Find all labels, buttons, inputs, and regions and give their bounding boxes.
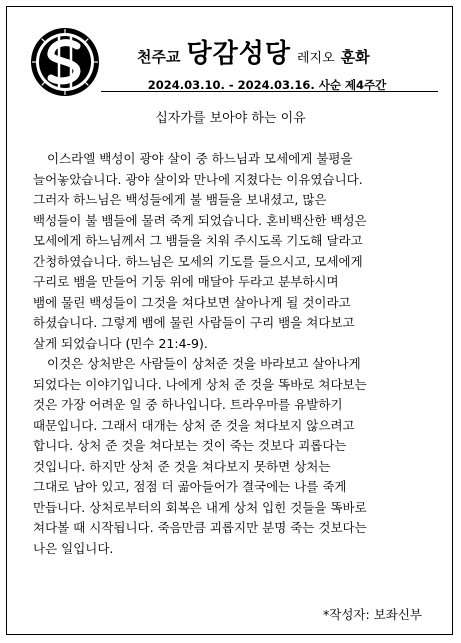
body-line: 그대로 남아 있고, 점점 더 곪아들어가 결국에는 나를 죽게 (33, 479, 347, 494)
title-prefix: 천주교 (137, 48, 181, 66)
body-line: 쳐다볼 때 시작됩니다. 죽음만큼 괴롭지만 분명 죽는 것보다는 (33, 520, 367, 535)
body-line: 때문입니다. 그래서 대개는 상처 준 것을 쳐다보지 않으려고 (33, 417, 355, 433)
document-title: 십자가를 보아야 하는 이유 (155, 111, 306, 126)
body-line: 나은 일입니다. (33, 540, 114, 556)
body-line: 백성들이 불 뱀들에 물려 죽게 되었습니다. 혼비백산한 백성은 (33, 212, 367, 228)
body-line: 되었다는 이야기입니다. 나에게 상처 준 것을 똑바로 쳐다보는 (33, 376, 367, 392)
body-line: 만듭니다. 상처로부터의 회복은 내게 상처 입힌 것들을 똑바로 (33, 499, 367, 515)
body-line: 그러자 하느님은 백성들에게 불 뱀들을 보내셨고, 많은 (33, 192, 327, 207)
header (27, 21, 434, 101)
body-line: 모세에게 하느님께서 그 뱀들을 치워 주시도록 기도해 달라고 (33, 233, 363, 248)
date-range: 2024.03.10. - 2024.03.16. 사순 제4주간 (147, 78, 387, 92)
body-line: 살게 되었습니다 (민수 21:4-9). (33, 335, 208, 351)
body-line: 이스라엘 백성이 광야 살이 중 하느님과 모세에게 불평을 (47, 151, 353, 166)
body-line: 하셨습니다. 그렇게 뱀에 물린 사람들이 구리 뱀을 쳐다보고 (33, 315, 355, 330)
document-page (6, 6, 453, 635)
body-line: 뱀에 물린 백성들이 그것을 쳐다보면 살아나게 될 것이라고 (33, 294, 351, 310)
body-line: 합니다. 상처 준 것을 쳐다보는 것이 죽는 것보다 괴롭다는 (33, 438, 347, 453)
body-line: 간청하였습니다. 하느님은 모세의 기도를 들으시고, 모세에게 (33, 253, 363, 269)
body-line: 것은 가장 어려운 일 중 하나입니다. 트라우마를 유발하기 (33, 397, 343, 412)
parish-name: 당감성당 (186, 39, 291, 69)
author-credit: *작성자: 보좌신부 (323, 607, 422, 622)
header-divider (101, 91, 438, 92)
title-suffix-2: 훈화 (340, 48, 370, 66)
body-line: 늘어놓았습니다. 광야 살이와 만나에 지쳤다는 이유였습니다. (33, 171, 363, 187)
header-title (137, 33, 427, 73)
body-line: 구리로 뱀을 만들어 기둥 위에 매달아 두라고 분부하시며 (33, 274, 339, 289)
parish-logo-icon (29, 26, 101, 98)
body-line: 것입니다. 하지만 상처 준 것을 쳐다보지 못하면 상처는 (33, 458, 331, 474)
document-body (33, 149, 433, 559)
body-line: 이것은 상처받은 사람들이 상처준 것을 바라보고 살아나게 (47, 356, 361, 371)
title-suffix: 레지오 (296, 51, 335, 66)
